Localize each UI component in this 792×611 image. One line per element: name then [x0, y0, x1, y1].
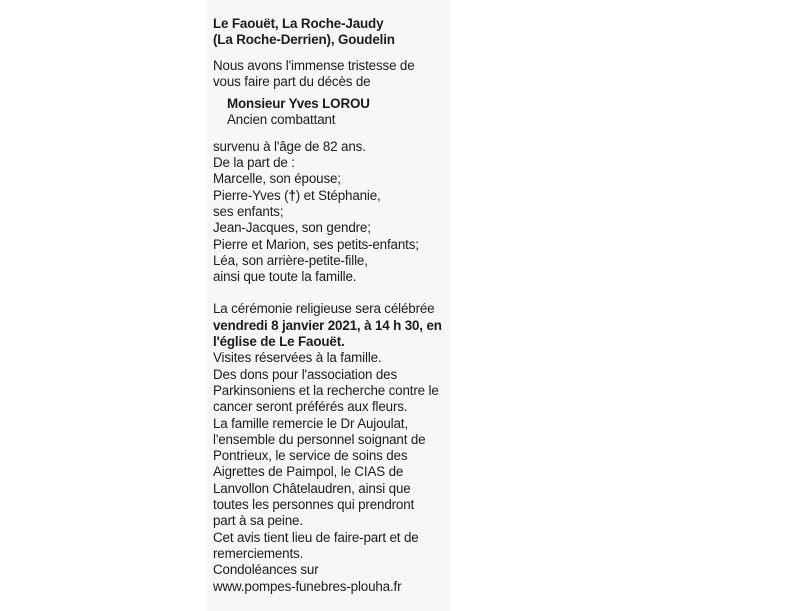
family-line: Jean-Jacques, son gendre;: [213, 220, 371, 236]
ceremony-date: vendredi 8 janvier 2021, à 14 h 30, en: [213, 317, 442, 333]
closing-line: toutes les personnes qui prendront: [213, 497, 415, 513]
deceased-name: Monsieur Yves LOROU: [227, 96, 370, 112]
closing-line: Pontrieux, le service de soins des: [213, 448, 408, 464]
family-line: survenu à l'âge de 82 ans.: [213, 138, 366, 154]
closing-line: part à sa peine.: [213, 513, 303, 529]
closing-line: l'ensemble du personnel soignant de: [213, 431, 426, 447]
ceremony-line: La cérémonie religieuse sera célébrée: [213, 301, 435, 317]
family-line: [213, 188, 458, 204]
closing-line: Cet avis tient lieu de faire-part et de: [213, 529, 419, 545]
header-line: (La Roche-Derrien), Goudelin: [213, 32, 395, 48]
closing-line: cancer seront préférés aux fleurs.: [213, 399, 408, 415]
closing-text: [213, 350, 458, 594]
family-line: Marcelle, son épouse;: [213, 171, 341, 187]
closing-line: Lanvollon Châtelaudren, ainsi que: [213, 480, 411, 496]
deceased-title: Ancien combattant: [227, 112, 336, 128]
header-line: Le Faouët, La Roche-Jaudy: [213, 16, 384, 31]
family-line: ainsi que toute la famille.: [213, 269, 357, 285]
notice-header: [213, 16, 458, 49]
intro-text: [213, 58, 458, 91]
children-text: ) et Stéphanie,: [295, 187, 381, 203]
closing-line: Parkinsoniens et la recherche contre le: [213, 382, 439, 398]
closing-line: remerciements.: [213, 545, 304, 561]
ceremony-place: l'église de Le Faouët.: [213, 334, 345, 350]
deceased-block: [227, 96, 458, 129]
spacer: [213, 285, 458, 301]
intro-line: vous faire part du décès de: [213, 73, 371, 89]
family-line: Pierre et Marion, ses petits-enfants;: [213, 236, 419, 252]
intro-line: Nous avons l'immense tristesse de: [213, 57, 415, 73]
closing-line: Visites réservées à la famille.: [213, 350, 382, 366]
closing-line: Aigrettes de Paimpol, le CIAS de: [213, 464, 404, 480]
family-line: De la part de :: [213, 155, 295, 171]
death-notice: [213, 16, 458, 595]
closing-line: Condoléances sur: [213, 562, 319, 578]
closing-line: Des dons pour l'association des: [213, 366, 397, 382]
family-line: ses enfants;: [213, 203, 284, 219]
website-link[interactable]: www.pompes-funebres-plouha.fr: [213, 578, 402, 594]
family-list: [213, 139, 458, 286]
cross-icon: †: [288, 187, 296, 203]
closing-line: La famille remercie le Dr Aujoulat,: [213, 415, 408, 431]
children-text: Pierre-Yves (: [213, 187, 289, 203]
family-line: Léa, son arrière-petite-fille,: [213, 252, 368, 268]
ceremony-text: [213, 301, 458, 350]
